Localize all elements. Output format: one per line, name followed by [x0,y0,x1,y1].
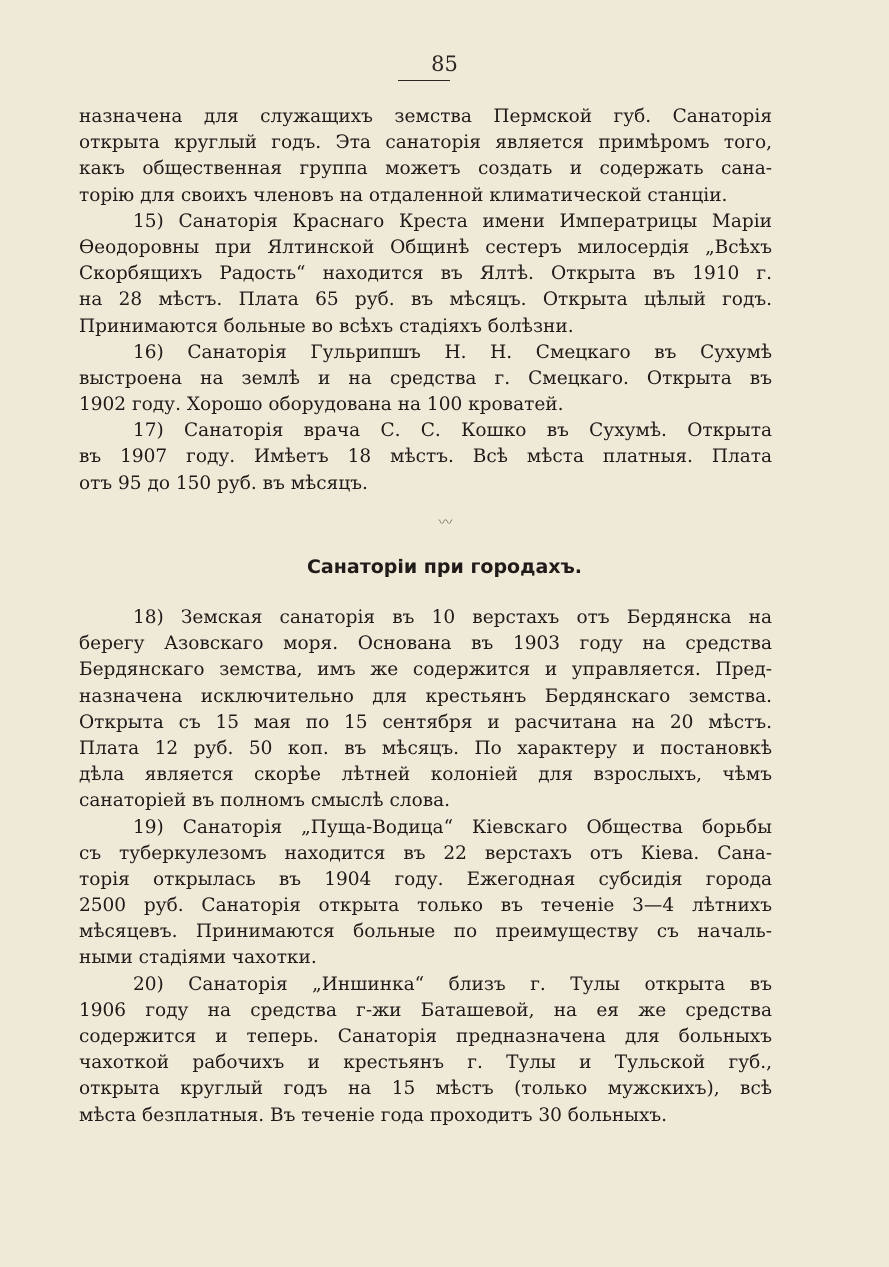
page-number: 85 [431,52,458,76]
text-line: чахоткой рабочихъ и крестьянъ г. Тулы и Тульской губ., [79,1052,772,1074]
text-line: отъ 95 до 150 руб. въ мѣсяцъ. [79,472,368,494]
section-heading: Санаторіи при городахъ. [306,556,583,578]
text-line: 1902 году. Хорошо оборудована на 100 кроватей. [79,394,564,416]
text-line: съ туберкулезомъ находится въ 22 верстахъ отъ Кіева. Сана- [79,842,772,864]
text-line: назначена исключительно для крестьянъ Бердянскаго земства. [79,685,772,707]
text-line: открыта круглый годъ на 15 мѣстъ (только мужскихъ), всѣ [79,1078,772,1100]
text-line: 2500 руб. Санаторія открыта только въ теченіе 3—4 лѣтнихъ [79,895,772,917]
text-line: мѣсяцевъ. Принимаются больные по преимуществу съ началь- [79,921,772,943]
text-line: какъ общественная группа можетъ создать и содержать сана- [79,158,772,180]
text-line: мѣста безплатныя. Въ теченіе года проходитъ 30 больныхъ. [79,1104,668,1126]
text-block-top [79,104,772,497]
text-line: выстроена на землѣ и на средства г. Смецкаго. Открыта въ [79,367,772,389]
text-line: Принимаются больные во всѣхъ стадіяхъ болѣзни. [79,315,574,337]
text-line: 1906 году на средства г-жи Баташевой, на ея же средства [79,999,772,1021]
text-line: на 28 мѣстъ. Плата 65 руб. въ мѣсяцъ. Открыта цѣлый годъ. [79,289,772,311]
text-line: 17) Санаторія врача С. С. Кошко въ Сухумѣ. Открыта [133,420,772,442]
text-line: дѣла является скорѣе лѣтней колоніей для взрослыхъ, чѣмъ [79,764,772,786]
text-line: Бердянскаго земства, имъ же содержится и управляется. Пред- [79,659,772,681]
text-line: Открыта съ 15 мая по 15 сентября и расчитана на 20 мѣстъ. [79,711,772,733]
text-block-bottom [79,605,772,1129]
text-line: торія открылась въ 1904 году. Ежегодная субсидія города [79,868,772,890]
text-line: берегу Азовскаго моря. Основана въ 1903 году на средства [79,633,772,655]
ornament-divider: 〰 [438,515,451,531]
text-line: ными стадіями чахотки. [79,947,317,969]
text-line: въ 1907 году. Имѣетъ 18 мѣстъ. Всѣ мѣста платныя. Плата [79,446,772,468]
text-line: 15) Санаторія Краснаго Креста имени Императрицы Маріи [133,210,772,232]
page-number-rule [398,80,450,81]
text-line: содержится и теперь. Санаторія предназначена для больныхъ [79,1026,772,1047]
text-line: 16) Санаторія Гульрипшъ Н. Н. Смецкаго въ Сухумѣ [133,341,772,363]
text-line: Плата 12 руб. 50 коп. въ мѣсяцъ. По характеру и постановкѣ [79,737,772,759]
text-line: санаторіей въ полномъ смыслѣ слова. [79,790,451,812]
text-line: Скорбящихъ Радость“ находится въ Ялтѣ. Открыта въ 1910 г. [79,263,772,285]
text-line: открыта круглый годъ. Эта санаторія является примѣромъ того, [79,132,772,154]
text-line: торію для своихъ членовъ на отдаленной климатической станціи. [79,184,728,206]
text-line: 19) Санаторія „Пуща-Водица“ Кіевскаго Общества борьбы [133,816,772,838]
text-line: 20) Санаторія „Иншинка“ близъ г. Тулы открыта въ [133,973,772,995]
text-line: Ѳеодоровны при Ялтинской Общинѣ сестеръ милосердія „Всѣхъ [79,236,772,258]
text-line: назначена для служащихъ земства Пермской губ. Санаторія [79,106,772,127]
text-line: 18) Земская санаторія въ 10 верстахъ отъ Бердянска на [133,607,772,628]
